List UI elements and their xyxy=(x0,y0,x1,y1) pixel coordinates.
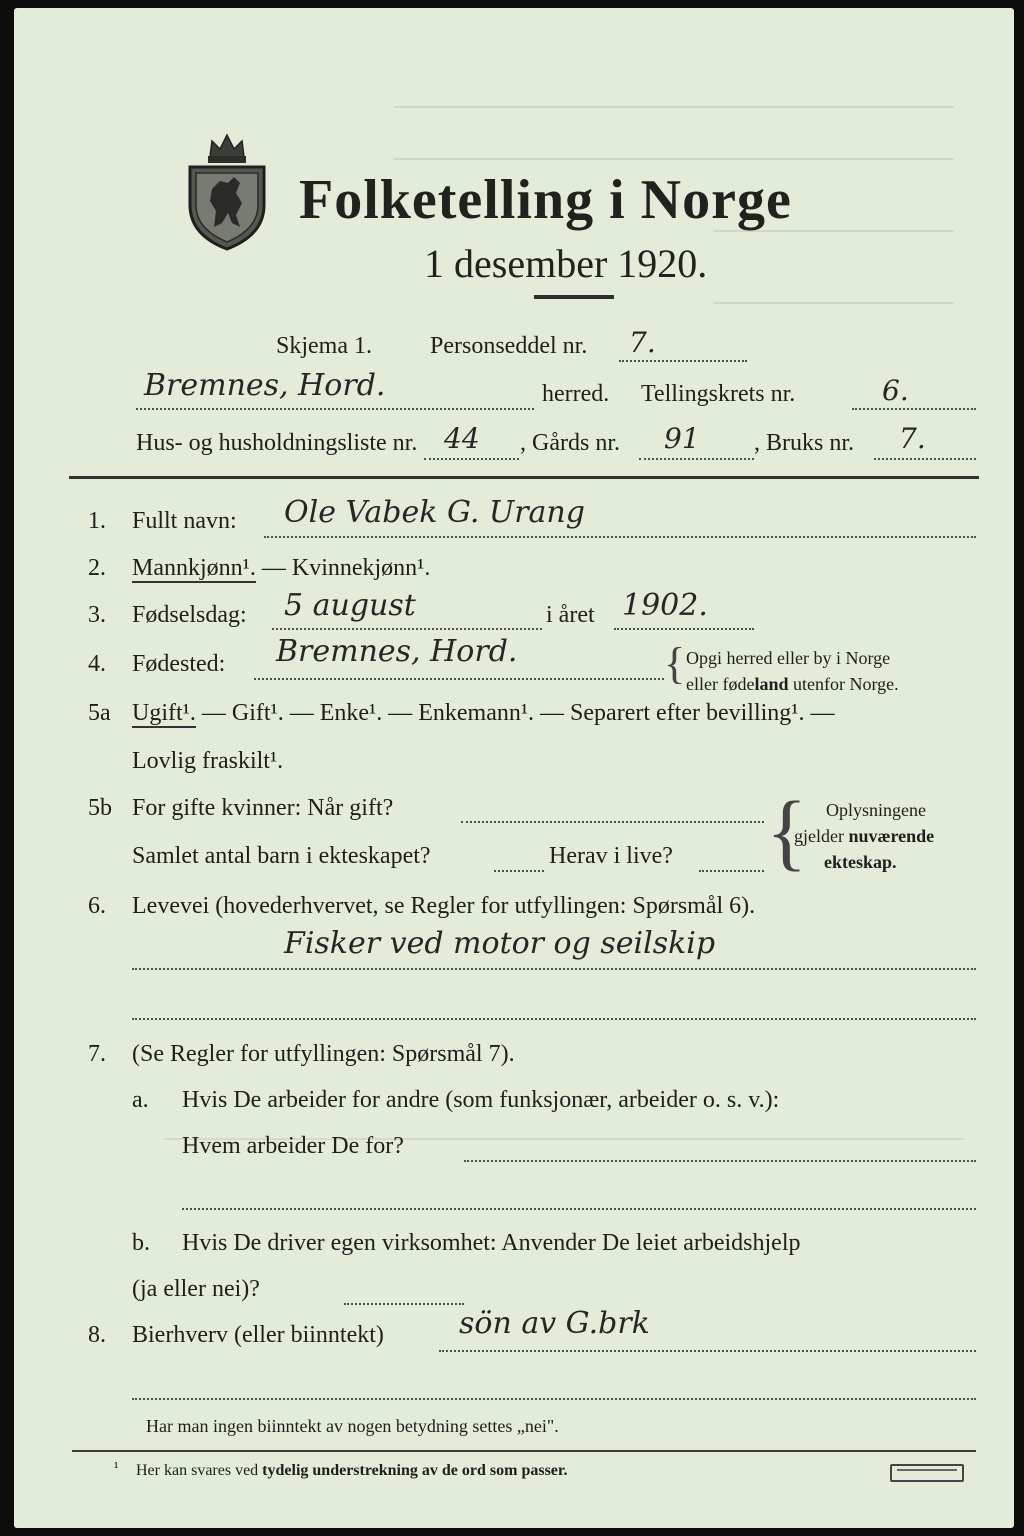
q2-gender-line xyxy=(132,555,430,582)
q3-year-line xyxy=(614,628,754,630)
q5b-note-part-b: nuværende xyxy=(848,826,935,846)
q7a-extra-line xyxy=(182,1208,976,1210)
q7a-employer-line xyxy=(464,1160,976,1162)
q6-number: 6. xyxy=(88,893,106,919)
q4-note-part-b: land xyxy=(754,674,789,694)
personseddel-value: 7. xyxy=(629,326,656,359)
q4-note-line1: Opgi herred eller by i Norge xyxy=(686,648,891,668)
herred-line xyxy=(136,408,534,410)
q6-line1 xyxy=(132,968,976,970)
tellingskrets-value: 6. xyxy=(882,374,909,407)
bruks-line xyxy=(874,458,976,460)
ghost-line xyxy=(394,158,954,160)
q3-birth-year: 1902. xyxy=(622,588,708,623)
printer-stamp xyxy=(890,1464,964,1482)
q1-number: 1. xyxy=(88,508,106,534)
header-rule xyxy=(69,476,979,479)
q5b-children-line xyxy=(494,870,544,872)
q5b-alive-label: Herav i live? xyxy=(549,843,673,869)
norway-coat-of-arms-icon xyxy=(182,123,272,253)
q3-birthday: 5 august xyxy=(284,588,416,623)
q7b-line2: (ja eller nei)? xyxy=(132,1276,260,1302)
q4-number: 4. xyxy=(88,651,106,677)
q2-male: Mannkjønn¹. xyxy=(132,555,256,581)
q5a-marital-line xyxy=(132,700,834,727)
footnote-number: ¹ xyxy=(114,1460,119,1476)
q8-label: Bierhverv (eller biinntekt) xyxy=(132,1322,384,1348)
gards-line xyxy=(639,458,754,460)
q4-label: Fødested: xyxy=(132,651,226,677)
q5a-line2: Lovlig fraskilt¹. xyxy=(132,748,284,774)
q1-label: Fullt navn: xyxy=(132,508,237,534)
q5b-note-line3: ekteskap. xyxy=(824,852,897,872)
q5b-number: 5b xyxy=(88,795,112,821)
footnote-part-a: Her kan svares ved xyxy=(136,1462,263,1479)
bruks-value: 7. xyxy=(899,422,926,455)
q5b-note-line1: Oplysningene xyxy=(826,800,926,820)
q5b-brace: { xyxy=(766,783,808,879)
footer-note: Har man ingen biinntekt av nogen betydning settes „nei". xyxy=(146,1416,559,1436)
q4-note-line2 xyxy=(686,674,899,695)
q1-line xyxy=(264,536,976,538)
q3-day-line xyxy=(272,628,542,630)
personseddel-label: Personseddel nr. xyxy=(430,333,588,359)
q5b-note-part-a: gjelder xyxy=(794,826,849,846)
tellingskrets-line xyxy=(852,408,976,410)
q6-label: Levevei (hovederhvervet, se Regler for utfyllingen: Spørsmål 6). xyxy=(132,893,756,919)
form-title: Folketelling i Norge xyxy=(299,169,792,231)
q4-brace: { xyxy=(664,639,686,688)
q2-separator: — xyxy=(255,555,292,581)
q7-label: (Se Regler for utfyllingen: Spørsmål 7). xyxy=(132,1041,515,1067)
q2-number: 2. xyxy=(88,555,106,581)
personseddel-line xyxy=(619,360,747,362)
census-form-sheet xyxy=(14,8,1014,1528)
q7b-number: b. xyxy=(132,1230,150,1256)
q8-line1 xyxy=(439,1350,976,1352)
census-date: 1 desember 1920. xyxy=(424,241,708,286)
title-divider xyxy=(534,295,614,299)
q4-note-part-c: utenfor Norge. xyxy=(788,674,899,694)
q7a-line1: Hvis De arbeider for andre (som funksjonær, arbeider o. s. v.): xyxy=(182,1087,780,1113)
footnote xyxy=(136,1462,568,1480)
q5b-married-line xyxy=(461,821,764,823)
q3-number: 3. xyxy=(88,602,106,628)
q7-number: 7. xyxy=(88,1041,106,1067)
gards-value: 91 xyxy=(664,422,700,455)
footer-rule xyxy=(72,1450,976,1452)
herred-label: herred. xyxy=(542,381,610,407)
q4-birthplace: Bremnes, Hord. xyxy=(276,634,518,669)
q5a-number: 5a xyxy=(88,700,111,726)
husliste-line xyxy=(424,458,519,460)
q6-line2 xyxy=(132,1018,976,1020)
gards-label: , Gårds nr. xyxy=(520,430,620,456)
q4-note-part-a: eller føde xyxy=(686,674,755,694)
q8-line2 xyxy=(132,1398,976,1400)
footnote-part-b: tydelig understrekning av de ord som passer. xyxy=(262,1462,568,1479)
q7b-line1: Hvis De driver egen virksomhet: Anvender De leiet arbeidshjelp xyxy=(182,1230,801,1256)
q2-female: Kvinnekjønn¹. xyxy=(291,555,431,581)
skjema-label: Skjema 1. xyxy=(276,333,372,359)
q8-number: 8. xyxy=(88,1322,106,1348)
q5a-options: — Gift¹. — Enke¹. — Enkemann¹. — Separert efter bevilling¹. — xyxy=(195,700,835,726)
tellingskrets-label: Tellingskrets nr. xyxy=(641,381,796,407)
q1-full-name: Ole Vabek G. Urang xyxy=(284,495,585,530)
q5b-alive-line xyxy=(699,870,764,872)
q7b-answer-line xyxy=(344,1303,464,1305)
q7a-line2: Hvem arbeider De for? xyxy=(182,1133,404,1159)
q3-year-label: i året xyxy=(546,602,595,628)
husliste-label: Hus- og husholdningsliste nr. xyxy=(136,430,418,456)
husliste-value: 44 xyxy=(444,422,480,455)
bruks-label: , Bruks nr. xyxy=(754,430,855,456)
q6-occupation: Fisker ved motor og seilskip xyxy=(284,926,716,961)
q5b-line1: For gifte kvinner: Når gift? xyxy=(132,795,394,821)
q3-label: Fødselsdag: xyxy=(132,602,247,628)
q4-line xyxy=(254,678,664,680)
q7a-number: a. xyxy=(132,1087,149,1113)
q5b-children-label: Samlet antal barn i ekteskapet? xyxy=(132,843,431,869)
q5b-note-line2 xyxy=(794,826,934,847)
ghost-line xyxy=(714,302,954,304)
q5a-ugift: Ugift¹. xyxy=(132,700,196,726)
ghost-line xyxy=(394,106,954,108)
herred-value: Bremnes, Hord. xyxy=(144,368,386,403)
q8-side-income: sön av G.brk xyxy=(459,1306,650,1341)
